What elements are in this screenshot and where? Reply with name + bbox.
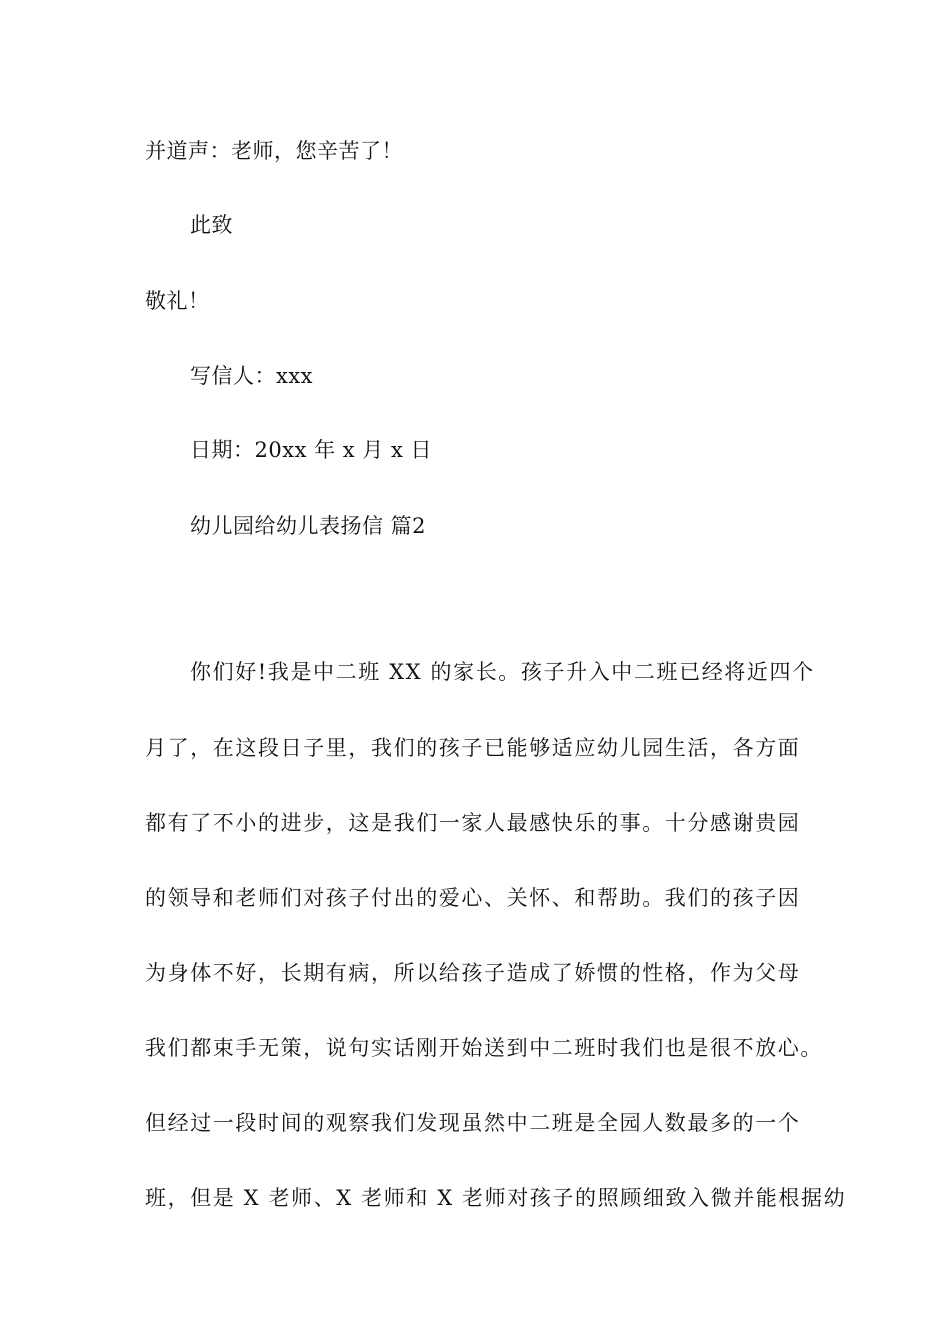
body-line: 的领导和老师们对孩子付出的爱心、关怀、和帮助。我们的孩子因 <box>145 886 801 910</box>
section-title: 幼儿园给幼儿表扬信 篇2 <box>190 514 427 538</box>
body-line: 我们都束手无策，说句实话刚开始送到中二班时我们也是很不放心。 <box>145 1036 823 1060</box>
body-line: 班，但是 X 老师、X 老师和 X 老师对孩子的照顾细致入微并能根据幼 <box>145 1186 847 1210</box>
date-line: 日期：20xx 年 x 月 x 日 <box>190 438 432 462</box>
body-line: 为身体不好，长期有病，所以给孩子造成了娇惯的性格，作为父母 <box>145 961 801 985</box>
closing-regards: 敬礼！ <box>145 289 210 313</box>
body-line: 都有了不小的进步，这是我们一家人最感快乐的事。十分感谢贵园 <box>145 811 801 835</box>
body-line: 月了，在这段日子里，我们的孩子已能够适应幼儿园生活，各方面 <box>145 736 801 760</box>
writer-line: 写信人：xxx <box>190 364 314 388</box>
closing-line: 并道声：老师，您辛苦了！ <box>145 139 403 163</box>
closing-salutation: 此致 <box>190 213 233 237</box>
body-line: 你们好!我是中二班 XX 的家长。孩子升入中二班已经将近四个 <box>190 660 815 684</box>
body-line: 但经过一段时间的观察我们发现虽然中二班是全园人数最多的一个 <box>145 1111 801 1135</box>
